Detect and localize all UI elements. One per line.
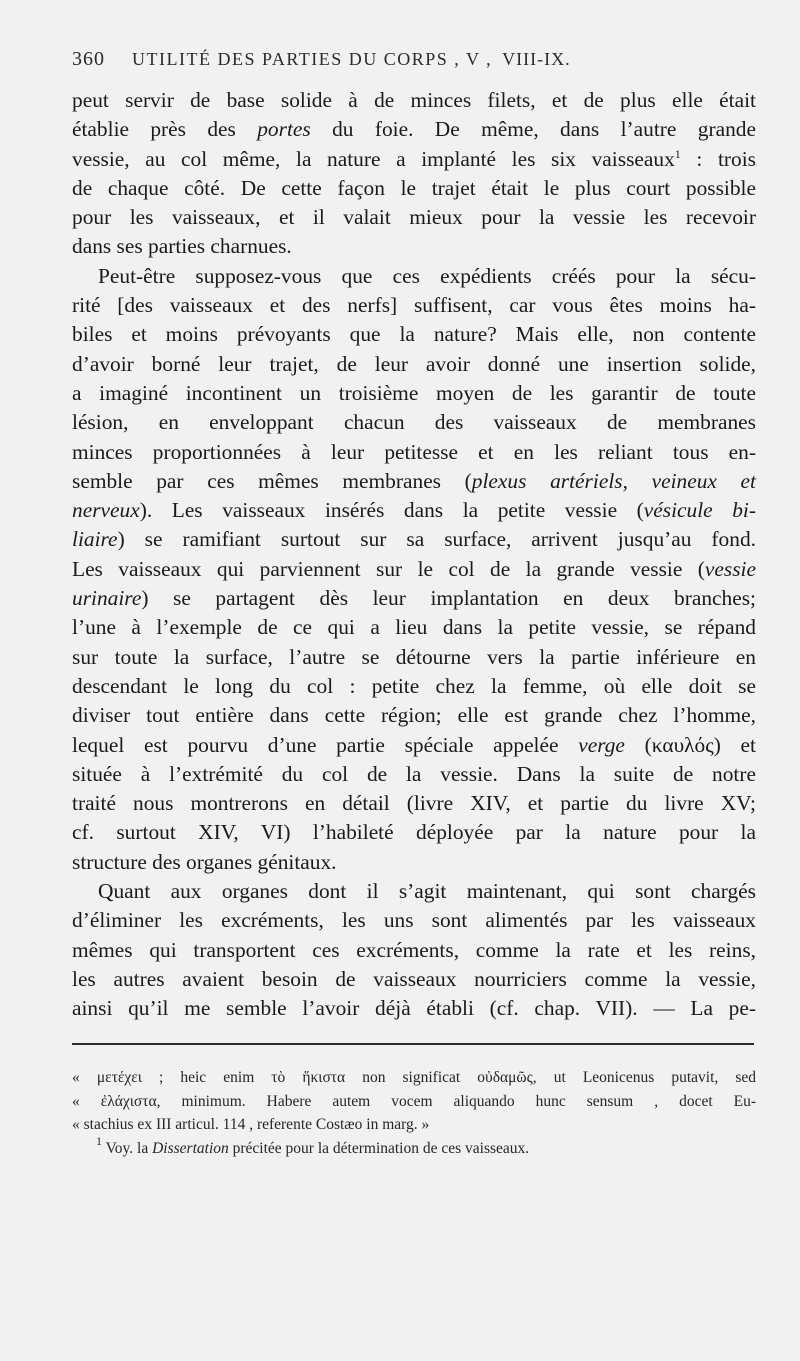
page (72, 48, 756, 1024)
running-head (72, 48, 756, 82)
running-section: VIII-IX. (502, 49, 571, 69)
text-line: nerveux). Les vaisseaux insérés dans la petite vessie (vésicule bi- (72, 498, 756, 523)
text-line: semble par ces mêmes membranes (plexus artériels, veineux et (72, 468, 756, 493)
footnote-line: « ἐλάχιστα, minimum. Habere autem vocem aliquando hunc sensum , docet Eu- (72, 1092, 756, 1110)
footnote-number: 1 (96, 1133, 102, 1148)
text-line: Peut-être supposez-vous que ces expédients créés pour la sécu- (98, 263, 756, 288)
main-text (72, 86, 756, 1024)
text-line: Quant aux organes dont il s’agit maintenant, qui sont chargés (98, 879, 756, 904)
text-line: a imaginé incontinent un troisième moyen de les garantir de toute (72, 380, 756, 405)
footnote-ref: 1 (674, 146, 681, 161)
text-line: structure des organes génitaux. (72, 849, 337, 874)
text-line: peut servir de base solide à de minces filets, et de plus elle était (72, 88, 756, 112)
text-line: urinaire) se partagent dès leur implantation en deux branches; (72, 586, 756, 611)
text-line: rité [des vaisseaux et des nerfs] suffisent, car vous êtes moins ha- (72, 293, 756, 318)
text-line: descendant le long du col : petite chez la femme, où elle doit se (72, 673, 756, 698)
text-line: diviser tout entière dans cette région; elle est grande chez l’homme, (72, 703, 756, 728)
running-title: UTILITÉ DES PARTIES DU CORPS , V , (132, 49, 493, 69)
text-line: vessie, au col même, la nature a implanté les six vaisseaux$^1$ : trois (72, 146, 756, 171)
text-line: cf. surtout XIV, VI) l’habileté déployée par la nature pour la (72, 820, 756, 845)
text-line: lésion, en enveloppant chacun des vaisseaux de membranes (72, 410, 756, 435)
text-line: lequel est pourvu d’une partie spéciale appelée verge (καυλός) et (72, 732, 756, 757)
page-number: 360 (72, 48, 105, 70)
text-line: pour les vaisseaux, et il valait mieux pour la vessie les recevoir (72, 205, 756, 230)
text-line: Les vaisseaux qui parviennent sur le col de la grande vessie (vessie (72, 556, 756, 581)
text-line: mêmes qui transportent ces excréments, comme la rate et les reins, (72, 937, 756, 962)
footnote-line: $^1$ Voy. la Dissertation précitée pour la détermination de ces vaisseaux. (96, 1133, 530, 1157)
text-line: les autres avaient besoin de vaisseaux nourriciers comme la vessie, (72, 966, 756, 991)
text-line: ainsi qu’il me semble l’avoir déjà établi (cf. chap. VII). — La pe- (72, 996, 756, 1021)
text-line: minces proportionnées à leur petitesse et en les reliant tous en- (72, 439, 756, 464)
footnote-divider (72, 1043, 754, 1045)
text-line: située à l’extrémité du col de la vessie. Dans la suite de notre (72, 761, 756, 786)
text-line: d’avoir borné leur trajet, de leur avoir donné une insertion solide, (72, 351, 756, 376)
text-line: de chaque côté. De cette façon le trajet était le plus court possible (72, 175, 756, 200)
italic-term: portes (257, 117, 311, 142)
text-line: l’une à l’exemple de ce qui a lieu dans la petite vessie, se répand (72, 615, 756, 640)
text-line: biles et moins prévoyants que la nature? Mais elle, non contente (72, 322, 756, 347)
text-line: établie près des portes du foie. De même, dans l’autre grande (72, 117, 756, 142)
footnote-line: « μετέχει ; heic enim τὸ ἥκιστα non significat οὐδαμῶς, ut Leonicenus putavit, sed (72, 1069, 756, 1086)
text-line: liaire) se ramifiant surtout sur sa surface, arrivent jusqu’au fond. (72, 527, 756, 552)
text-line: sur toute la surface, l’autre se détourne vers la partie inférieure en (72, 644, 756, 669)
footnotes (72, 1066, 756, 1160)
footnote-line: « stachius ex III articul. 114 , referente Costæo in marg. » (72, 1116, 430, 1133)
text-line: traité nous montrerons en détail (livre XIV, et partie du livre XV; (72, 791, 756, 816)
text-line: d’éliminer les excréments, les uns sont alimentés par les vaisseaux (72, 908, 756, 933)
text-line: dans ses parties charnues. (72, 234, 292, 259)
